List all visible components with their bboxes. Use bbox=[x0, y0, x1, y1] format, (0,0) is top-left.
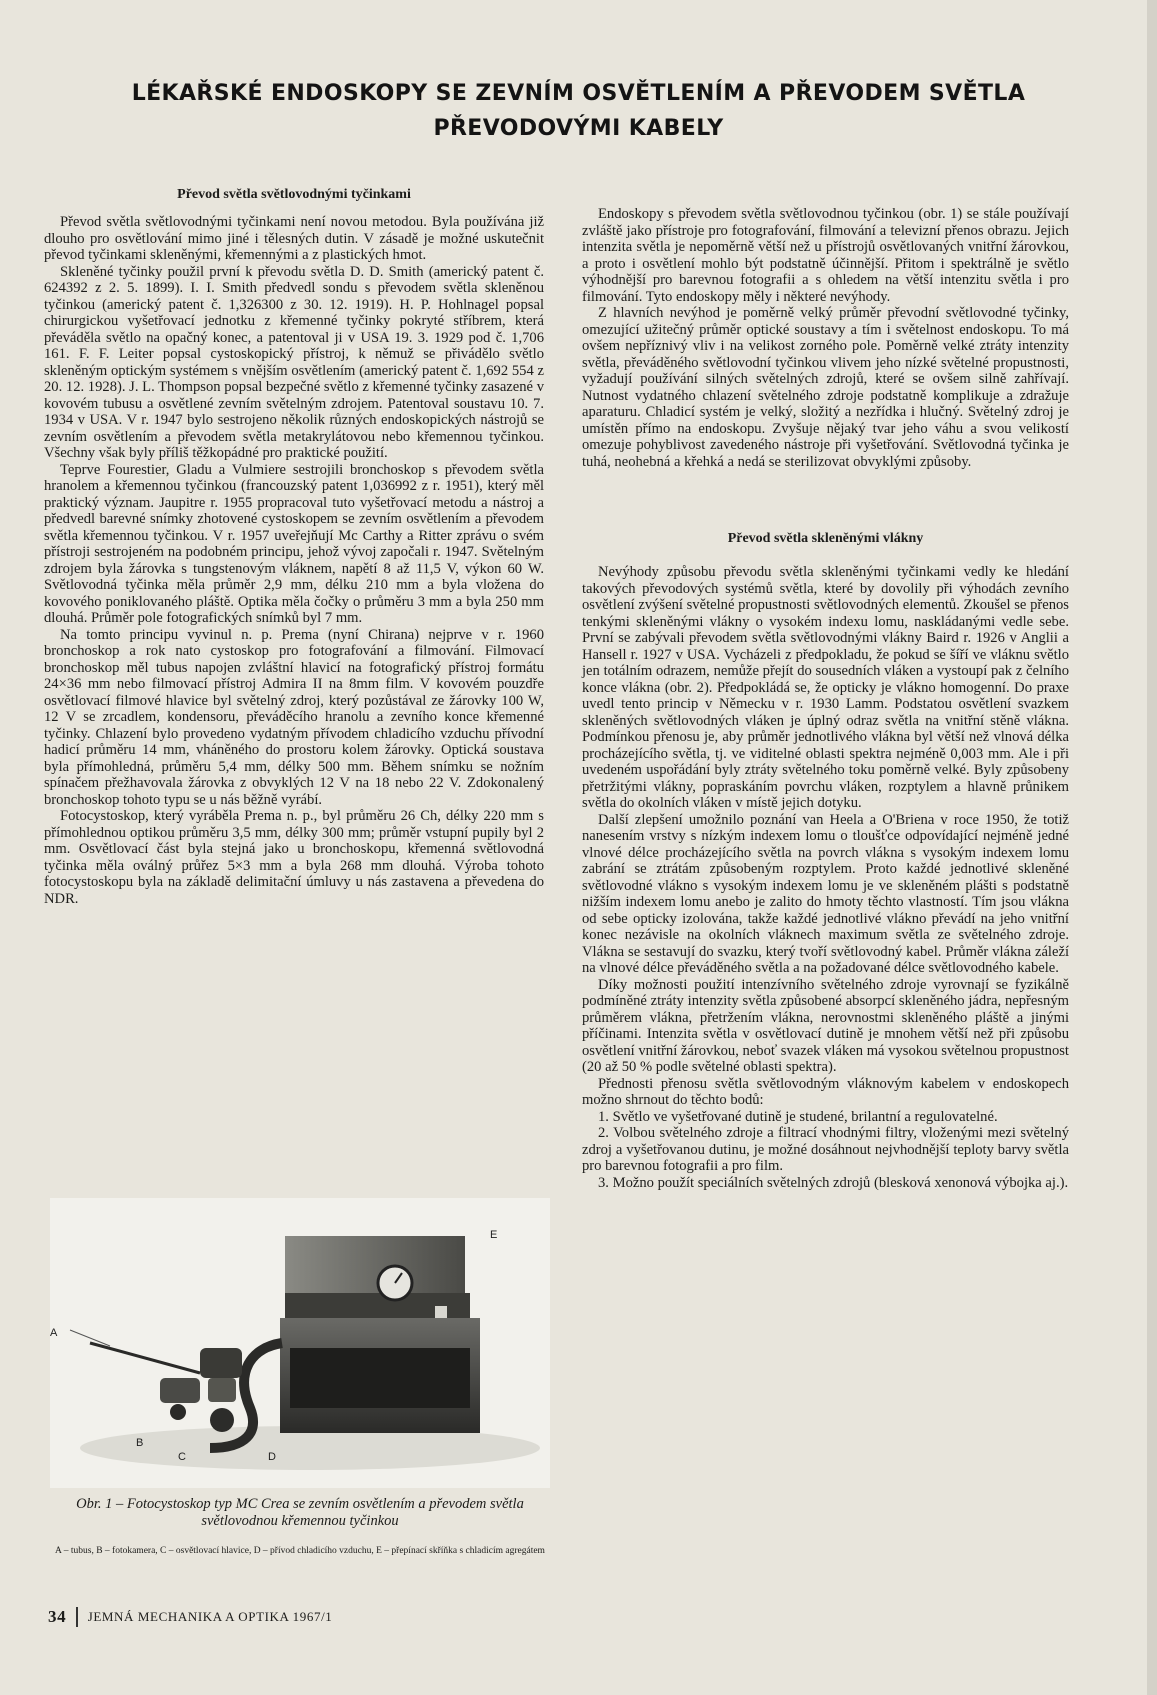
footer-divider bbox=[76, 1607, 78, 1627]
paragraph: Fotocystoskop, který vyráběla Prema n. p., byl průměru 26 Ch, délky 220 mm s přímohlednou optikou průměru 3,5 mm, délky 300 mm; průměr vstupní pupily byl 2 mm. Osvětlovací část byla stejná jako u bronchoskopu, křemenná světlovodná tyčinka měla oválný průřez 5×3 mm a byla 268 mm dlouhá. Výroba tohoto fotocystoskopu byla na základě delimitační úmluvy u nás zastavena a převedena do NDR. bbox=[44, 808, 544, 907]
figure-legend: A – tubus, B – fotokamera, C – osvětlovací hlavice, D – přívod chladicího vzduchu, E – přepínací skříňka s chladicím agregátem bbox=[55, 1546, 545, 1556]
paragraph: Teprve Fourestier, Gladu a Vulmiere sestrojili bronchoskop s převodem světla hranolem a křemennou tyčinkou (francouzský patent 1,036992 z r. 1951), který měl praktický význam. Jaupitre r. 1955 propracoval tuto vyšetřovací metodu a nástroj a předvedl barevné snímky zhotovené cystoskopem se zevním osvětlením a převodem světla křemennou tyčinkou. V r. 1957 uveřejňují Mc Carthy a Ritter zprávu o svém přístroji sestrojeném na podobném principu, jehož vývoj započali r. 1947. Světelným zdrojem byla žárovka s tungstenovým vláknem, napětí 8 až 11,5 V, výkon 60 W. Světlovodná tyčinka měla průměr 2,9 mm, délku 210 mm a byla vložena do kovového poniklovaného pláště. Optika měla čočky o průměru 3 mm a byla 250 mm dlouhá. Průměr pole fotografických snímků byl 7 mm. bbox=[44, 461, 544, 626]
paragraph: Převod světla světlovodnými tyčinkami není novou metodou. Byla používána již dlouho pro osvětlování mimo jiné i tělesných dutin. V zásadě je možné uskutečnit převod tyčinkami skleněnými, křemennými a z plastických hmot. bbox=[44, 214, 544, 263]
lamp-head bbox=[160, 1378, 200, 1403]
label-a: A bbox=[50, 1327, 58, 1339]
paragraph: Díky možnosti použití intenzívního světelného zdroje vyrovnají se fyzikálně podmíněné ztráty intenzity světla způsobené absorpcí skleněného jádra, nepřesným průměrem vlákna, přetržením vlákna, nerovnostmi skleněného pláště a jinými příčinami. Intenzita světla v osvětlovací dutině je mnohem větší než při způsobu osvětlení vnitřní žárovkou, neboť svazek vláken má vysokou světelnou propustnost (20 až 50 % podle světelné oblasti spektra). bbox=[582, 976, 1069, 1075]
paragraph: Nevýhody způsobu převodu světla skleněnými tyčinkami vedly ke hledání takových převodových systémů světla, které by dovolily při výhodách zevního osvětlení zvýšení světelné propustnosti světlovodných elementů. Zkoušel se přenos tenkými skleněnými vlákny o vysokém indexu lomu, naskládanými vedle sebe. První se zabývali převodem světla světlovodnými vlákny Baird r. 1926 v Anglii a Hansell r. 1927 v USA. Vycházeli z předpokladu, že pokud se šíří ve vláknu světlo jen totálním odrazem, nemůže přejít do sousedních vláken a vystoupí pak z čelního konce vlákna (obr. 2). Předpokládá se, že opticky je vlákno homogenní. Do praxe uvedl tento princip v Německu v r. 1930 Lamm. Podstatou osvětlení svazkem skleněných světlovodných vláken je úplný odraz světla na vnitřní stěně vlákna. Podmínkou přenosu je, aby průměr jednotlivého vlákna byl větší než vlnová délka procházejícího světla, tj. ve viditelné oblasti spektra nejméně 0,003 mm. Ale i při uvedeném uspořádání byly ztráty světelného toku poměrně velké. Byly způsobeny přetržitými vlákny, popraskáním povrchu vláken, rozptylem a hlavně průnikem světla do okolních vláken v místě jejich dotyku. bbox=[582, 564, 1069, 811]
switch bbox=[435, 1306, 447, 1318]
list-item: 3. Možno použít speciálních světelných zdrojů (blesková xenonová výbojka aj.). bbox=[598, 1174, 1069, 1191]
label-c: C bbox=[178, 1451, 186, 1463]
page-number: 34 bbox=[48, 1607, 67, 1626]
paragraph: Na tomto principu vyvinul n. p. Prema (nyní Chirana) nejprve v r. 1960 bronchoskop a rok nato cystoskop pro fotografování a filmování. Filmovací bronchoskop měl tubus napojen zvláštní hlavicí na fotografický přístroj formátu 24×36 mm nebo filmovací přístroj Admira II na 8mm film. V kovovém pouzdře osvětlovací filmové hlavice byl světelný zdroj, který pozůstával ze žárovky 100 W, 12 V se zrcadlem, kondensoru, převáděcího hranolu a zevního konce křemenné tyčinky. Chlazení bylo provedeno vydatným přívodem chladicího vzduchu přívodní hadicí průměru 14 mm, vháněného do prostoru kolem žárovky. Optická soustava byla přímohledná, průměru 5,4 mm, délky 500 mm. Během snímku se nožním spínačem přežhavovala žárovka z obvyklých 12 V na 18 nebo 22 V. Zdokonalený bronchoskop tohoto typu se u nás běžně vyrábí. bbox=[44, 626, 544, 808]
box-e bbox=[280, 1236, 480, 1433]
label-b: B bbox=[136, 1437, 144, 1449]
paragraph: Další zlepšení umožnilo poznání van Heela a O'Briena v roce 1950, že totiž nanesením vrstvy s nízkým indexem lomu o tloušťce odpovídající nejméně jedné vlnové délce procházejícího světla na povrch vlákna s vysokým indexem lomu zabrání se ztrátám způsobeným rozptylem. Proto každé jednotlivé skleněné světlovodné vlákno s vysokým indexem lomu je ve skleněném plášti s podstatně nižším indexem lomu anebo je zalito do hmoty těchto vlastností. Tím jsou vlákna od sebe opticky izolována, takže každé jednotlivé vlákno převádí na jeho vnitřní konec nezávisle na okolních vláknech maximum světla ze světelného zdroje. Vlákna se sestavují do svazku, který tvoří světlovodný kabel. Průměr vlákna záleží na vlnové délce převáděného světla a na požadované délce světlovodného kabele. bbox=[582, 811, 1069, 976]
camera-base bbox=[210, 1408, 234, 1432]
page-edge bbox=[1147, 0, 1157, 1695]
paragraph: Přednosti přenosu světla světlovodným vláknovým kabelem v endoskopech možno shrnout do těchto bodů: bbox=[582, 1075, 1069, 1108]
paragraph: Skleněné tyčinky použil první k převodu světla D. D. Smith (americký patent č. 624392 z 2. 5. 1899). I. I. Smith předvedl sondu s převodem světla skleněnou tyčinkou (americký patent č. 1,326300 z 30. 12. 1919). H. P. Hohlnagel popsal chirurgickou vyšetřovací jednotku z křemenné tyčinky pokryté stříbrem, která převáděla světlo na opačný konec, a patentoval ji v USA 19. 3. 1929 pod č. 1,706 161. F. F. Leiter popsal cystoskopický přístroj, k němuž se přivádělo světlo skleněným optickým systémem s vnějším osvětlením (americký patent č. 1,692 554 z 20. 12. 1928). J. L. Thompson popsal bezpečné světlo z křemenné tyčinky zasazené v kovovém tubusu a osvětlené zevním světelným zdrojem. Patentoval soustavu 10. 7. 1934 v USA. V r. 1947 bylo sestrojeno několik různých endoskopických nástrojů se zevním osvětlením a převodem světla metakrylátovou nebo křemennou tyčinkou. Všechny však byly příliš těžkopádné pro praktické použití. bbox=[44, 263, 544, 461]
cabinet-grille bbox=[290, 1348, 470, 1408]
page-footer bbox=[48, 1606, 332, 1628]
list-item: 1. Světlo ve vyšetřované dutině je studené, brilantní a regulovatelné. bbox=[598, 1108, 998, 1125]
paragraph: Endoskopy s převodem světla světlovodnou tyčinkou (obr. 1) se stále používají zvláště jako přístroje pro fotografování, filmování a televizní přenos obrazu. Jejich intenzita světla je nepoměrně větší než u přístrojů osvětlovaných vnitřní žárovkou, a proto i osvětlení mohlo být podstatně účinnější. Přitom i spektrálně je světlo výhodnější pro barevnou fotografii a s ohledem na větší intenzitu světla i pro filmování. Tyto endoskopy měly i některé nevýhody. bbox=[582, 206, 1069, 305]
title-line-1: LÉKAŘSKÉ ENDOSKOPY SE ZEVNÍM OSVĚTLENÍM A PŘEVODEM SVĚTLA bbox=[131, 81, 1026, 106]
lamp-knob bbox=[170, 1404, 186, 1420]
figure-caption: Obr. 1 – Fotocystoskop typ MC Crea se zevním osvětlením a převodem světla světlovodnou křemennou tyčinkou bbox=[76, 1496, 524, 1529]
camera-body bbox=[200, 1348, 242, 1378]
camera-lens bbox=[208, 1378, 236, 1402]
label-d: D bbox=[268, 1451, 276, 1463]
right-column bbox=[582, 206, 1069, 1191]
list-item: 2. Volbou světelného zdroje a filtrací vhodnými filtry, vloženými mezi světelný zdroj a vyšetřovanou dutinu, je možné dosáhnout nejvhodnější teploty barvy světla pro barevnou fotografii a pro film. bbox=[582, 1125, 1069, 1174]
left-column bbox=[44, 186, 544, 907]
paragraph: Z hlavních nevýhod je poměrně velký průměr převodní světlovodné tyčinky, omezující užitečný průměr optické soustavy a tím i světelnost endoskopu. To má ovšem nepříznivý vliv i na velikost zorného pole. Poměrně velké ztráty intenzity světla, převáděného světlovodní tyčinkou vlivem jeho nízké světelné propustnosti, vyžadují používání silných světelných zdrojů, které se ovšem silně zahřívají. Nutnost vydatného chlazení světelného zdroje podstatně komplikuje a zdražuje aparaturu. Chladicí systém je velký, složitý a nezřídka i hlučný. Světelný zdroj je umístěn přímo na endoskopu. Zvyšuje nějaký tvar jeho váhu a svou velikostí omezuje pohyblivost zavedeného nástroje při vyšetřování. Světlovodná tyčinka je tuhá, neohebná a křehká a nedá se sterilizovat obvyklými způsoby. bbox=[582, 305, 1069, 470]
section-heading-rods: Převod světla světlovodnými tyčinkami bbox=[177, 187, 411, 202]
article-title bbox=[60, 76, 1097, 146]
label-e: E bbox=[490, 1229, 498, 1241]
title-line-2: PŘEVODOVÝMI KABELY bbox=[433, 116, 724, 141]
figure-photo bbox=[50, 1198, 550, 1488]
section-heading-fibers: Převod světla skleněnými vlákny bbox=[727, 531, 924, 546]
journal-name: JEMNÁ MECHANIKA A OPTIKA 1967/1 bbox=[87, 1609, 333, 1624]
fotocystoskop-illustration bbox=[50, 1198, 550, 1488]
